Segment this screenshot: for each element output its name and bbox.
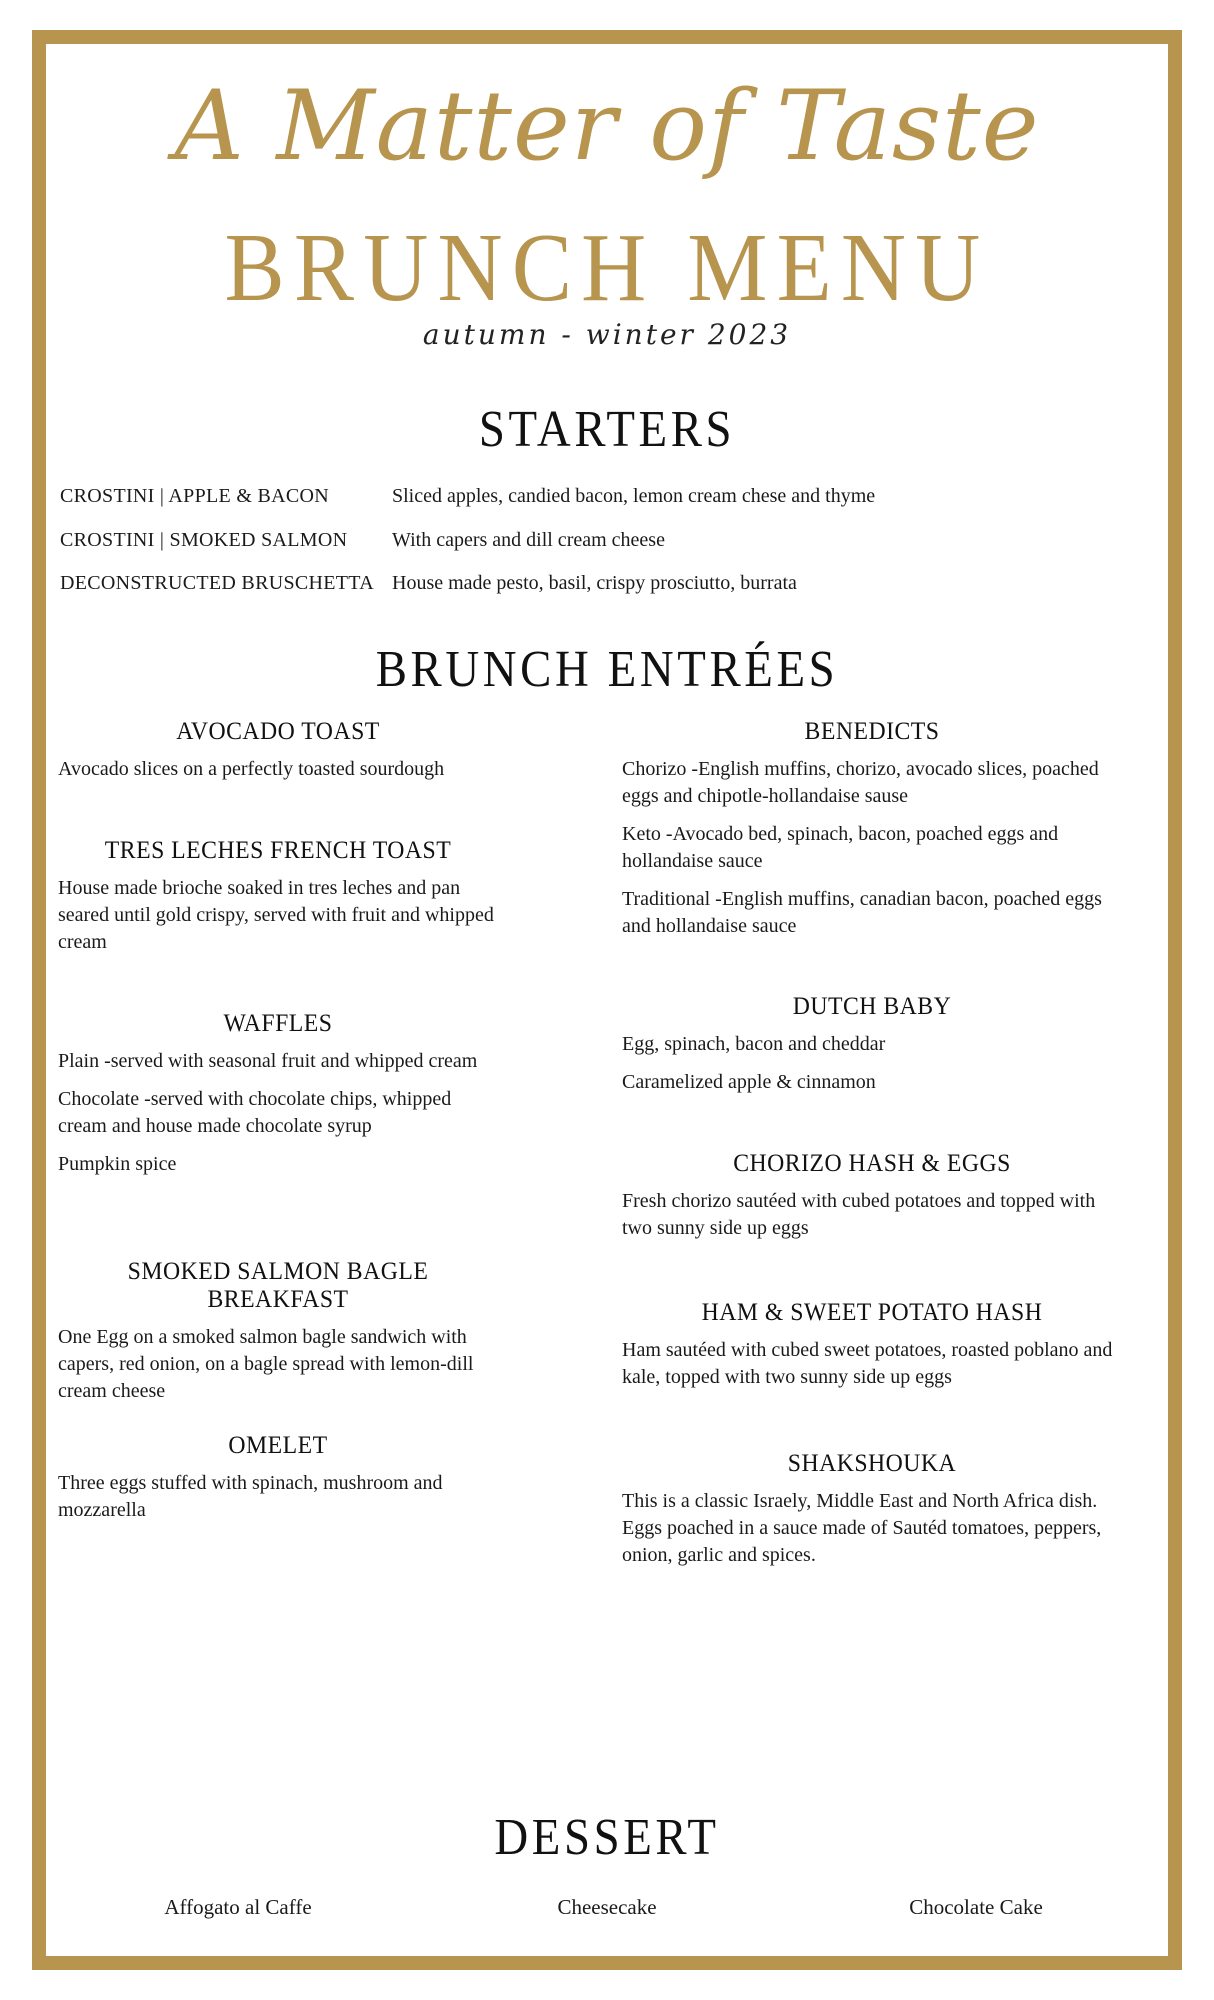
starter-name: DECONSTRUCTED BRUSCHETTA <box>60 572 374 594</box>
dessert-list <box>0 1895 1214 1925</box>
item-description: Chorizo -English muffins, chorizo, avocado slices, poached eggs and chipotle-hollandaise sause <box>622 758 1099 807</box>
menu-title: BRUNCH MENU <box>224 214 990 322</box>
item-description: Ham sautéed with cubed sweet potatoes, roasted poblano and kale, topped with two sunny side up eggs <box>622 1339 1113 1388</box>
menu-item <box>622 1450 1122 1580</box>
item-description: Pumpkin spice <box>58 1153 177 1175</box>
item-title: AVOCADO TOAST <box>176 718 380 745</box>
item-description: Three eggs stuffed with spinach, mushroom and mozzarella <box>58 1472 443 1521</box>
entrees-left-column <box>58 0 498 2000</box>
item-title: TRES LECHES FRENCH TOAST <box>104 837 452 864</box>
item-title: OMELET <box>228 1432 328 1459</box>
dessert-item: Cheesecake <box>557 1895 657 1919</box>
dessert-heading: DESSERT <box>494 1809 720 1866</box>
item-description: Plain -served with seasonal fruit and whipped cream <box>58 1050 478 1072</box>
item-description: Fresh chorizo sautéed with cubed potatoes and topped with two sunny side up eggs <box>622 1190 1096 1239</box>
item-description: Caramelized apple & cinnamon <box>622 1071 876 1093</box>
menu-item <box>622 993 1122 1107</box>
item-title: SHAKSHOUKA <box>787 1450 957 1477</box>
menu-item <box>58 1432 498 1535</box>
item-description: Traditional -English muffins, canadian bacon, poached eggs and hollandaise sauce <box>622 888 1102 937</box>
starters-heading: STARTERS <box>478 401 736 458</box>
item-title: SMOKED SALMON BAGLE BREAKFAST <box>127 1258 429 1313</box>
item-title: DUTCH BABY <box>792 993 952 1020</box>
item-description: Avocado slices on a perfectly toasted sourdough <box>58 758 445 780</box>
restaurant-name: A Matter of Taste <box>174 70 1040 182</box>
entrees-heading: BRUNCH ENTRÉES <box>375 641 839 698</box>
starter-name: CROSTINI | SMOKED SALMON <box>60 529 348 551</box>
item-title: BENEDICTS <box>804 718 940 745</box>
item-description: This is a classic Israely, Middle East and North Africa dish. Eggs poached in a sauce made of Sautéd tomatoes, peppers, onion, garlic and spices. <box>622 1490 1102 1566</box>
dessert-item: Chocolate Cake <box>909 1895 1043 1919</box>
item-title: HAM & SWEET POTATO HASH <box>701 1299 1043 1326</box>
menu-item <box>58 837 498 967</box>
menu-item <box>622 1150 1122 1253</box>
item-title: WAFFLES <box>223 1010 333 1037</box>
item-description: One Egg on a smoked salmon bagle sandwich with capers, red onion, on a bagle spread with lemon-dill cream cheese <box>58 1326 474 1402</box>
starter-name: CROSTINI | APPLE & BACON <box>60 485 330 507</box>
starter-description: Sliced apples, candied bacon, lemon cream chese and thyme <box>392 485 876 507</box>
item-description: Chocolate -served with chocolate chips, whipped cream and house made chocolate syrup <box>58 1088 452 1137</box>
menu-item <box>58 1010 498 1189</box>
menu-item <box>58 1258 498 1416</box>
item-description: House made brioche soaked in tres leches and pan seared until gold crispy, served with fruit and whipped cream <box>58 877 494 953</box>
menu-item <box>622 718 1122 951</box>
dessert-item: Affogato al Caffe <box>164 1895 312 1919</box>
menu-item <box>622 1299 1122 1402</box>
season-subtitle: autumn - winter 2023 <box>422 318 792 351</box>
item-description: Egg, spinach, bacon and cheddar <box>622 1033 886 1055</box>
starter-description: House made pesto, basil, crispy prosciutto, burrata <box>392 572 797 594</box>
starter-description: With capers and dill cream cheese <box>392 529 665 551</box>
item-description: Keto -Avocado bed, spinach, bacon, poached eggs and hollandaise sauce <box>622 823 1059 872</box>
entrees-right-column <box>622 0 1122 2000</box>
menu-item <box>58 718 498 794</box>
item-title: CHORIZO HASH & EGGS <box>733 1150 1011 1177</box>
